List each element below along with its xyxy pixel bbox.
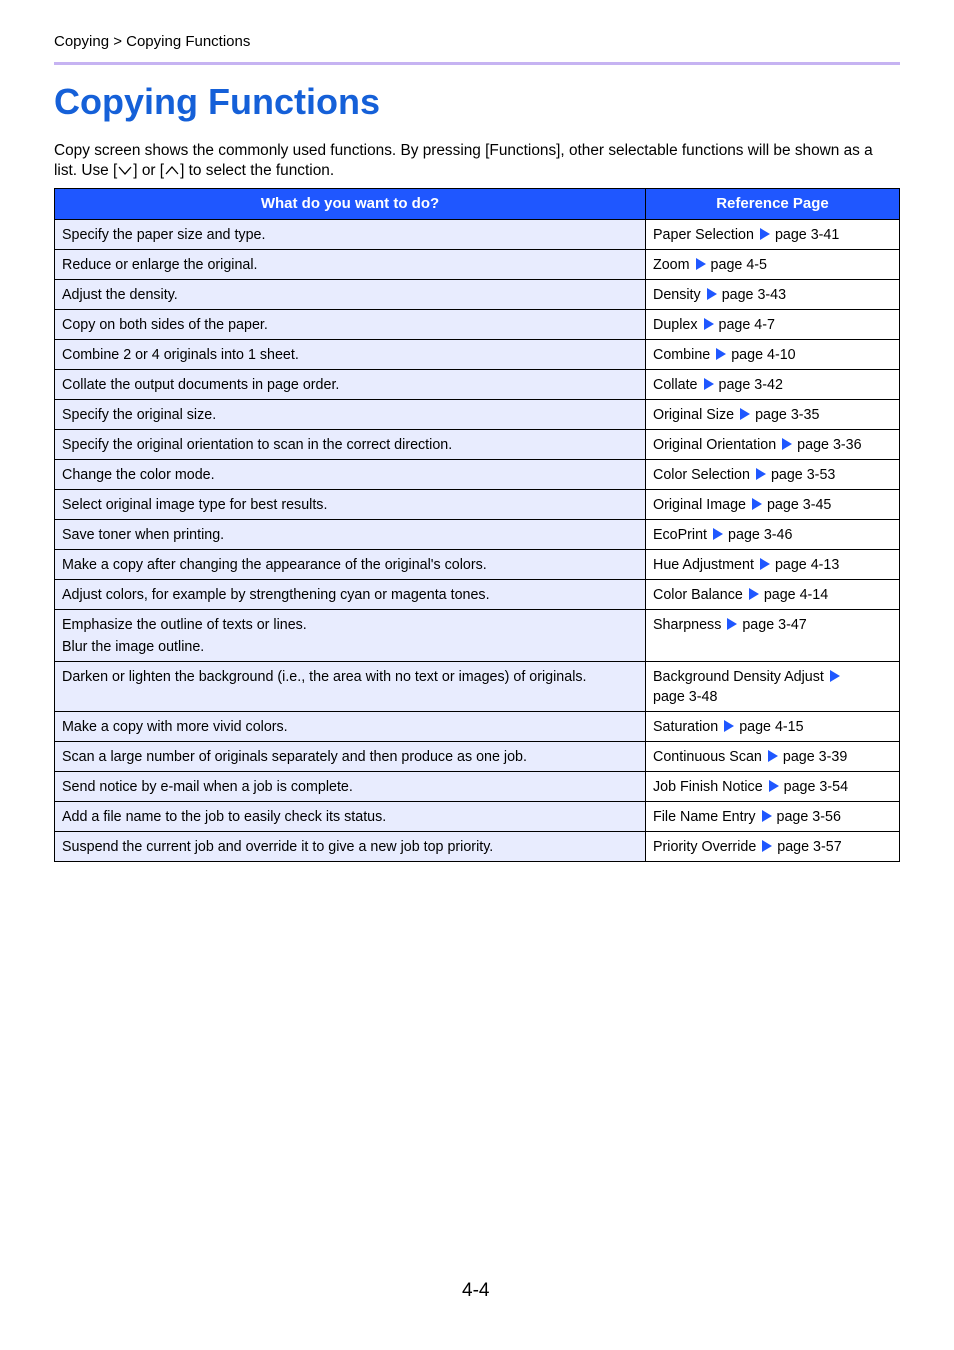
- row-task-text: Darken or lighten the background (i.e., the area with no text or images) of originals.: [62, 669, 587, 685]
- header-reference-page: Reference Page: [646, 189, 900, 220]
- row-reference-cell: [646, 520, 900, 550]
- row-page-link[interactable]: page 4-13: [774, 557, 840, 573]
- row-function-name: Sharpness: [653, 617, 722, 633]
- row-page-link[interactable]: page 3-43: [721, 287, 787, 303]
- table-row: [55, 250, 900, 280]
- table-row: [55, 772, 900, 802]
- right-triangle-arrow-icon: [740, 408, 750, 420]
- row-reference-cell: [646, 580, 900, 610]
- row-task-cell: [55, 370, 646, 400]
- row-task-cell: [55, 550, 646, 580]
- row-task-text: Emphasize the outline of texts or lines.: [62, 617, 307, 633]
- row-reference-cell: [646, 742, 900, 772]
- breadcrumb: Copying > Copying Functions: [54, 33, 251, 50]
- row-reference-cell: [646, 460, 900, 490]
- row-task-text: Reduce or enlarge the original.: [62, 257, 258, 273]
- row-page-link[interactable]: page 3-54: [783, 779, 849, 795]
- row-task-cell: [55, 220, 646, 250]
- page-number: 4-4: [462, 1280, 490, 1301]
- right-triangle-arrow-icon: [727, 618, 737, 630]
- row-function-name: Density: [653, 287, 701, 303]
- right-triangle-arrow-icon: [756, 468, 766, 480]
- row-task-text: Copy on both sides of the paper.: [62, 317, 268, 333]
- row-function-name: EcoPrint: [653, 527, 708, 543]
- page-title: Copying Functions: [54, 81, 380, 122]
- function-reference-table: [54, 188, 900, 862]
- table-row: [55, 662, 900, 712]
- row-task-cell: [55, 742, 646, 772]
- row-task-cell: [55, 400, 646, 430]
- row-task-text: Blur the image outline.: [62, 639, 205, 655]
- right-triangle-arrow-icon: [713, 528, 723, 540]
- row-function-name: Paper Selection: [653, 227, 754, 243]
- intro-text-1: Copy screen shows the commonly used functions. By pressing [Functions], other selectable functions will be shown as a list. Use [: [54, 142, 873, 179]
- row-page-link[interactable]: page 3-48: [653, 689, 718, 705]
- row-task-cell: [55, 832, 646, 862]
- row-reference-cell: [646, 610, 900, 662]
- row-task-text: Scan a large number of originals separately and then produce as one job.: [62, 749, 527, 765]
- table-row: [55, 742, 900, 772]
- row-reference-cell: [646, 490, 900, 520]
- row-task-cell: [55, 772, 646, 802]
- row-page-link[interactable]: page 3-35: [755, 407, 820, 423]
- table-row: [55, 550, 900, 580]
- row-function-name: Collate: [653, 377, 698, 393]
- intro-text-3: ] to select the function.: [180, 162, 335, 179]
- row-page-link[interactable]: page 3-42: [718, 377, 783, 393]
- row-reference-cell: [646, 310, 900, 340]
- row-task-text: Adjust colors, for example by strengthening cyan or magenta tones.: [62, 587, 490, 603]
- table-row: [55, 430, 900, 460]
- row-task-cell: [55, 580, 646, 610]
- table-row: [55, 712, 900, 742]
- table-row: [55, 802, 900, 832]
- row-page-link[interactable]: page 4-15: [739, 719, 804, 735]
- row-task-text: Make a copy with more vivid colors.: [62, 719, 288, 735]
- row-page-link[interactable]: page 3-36: [797, 437, 862, 453]
- row-function-name: File Name Entry: [653, 809, 756, 825]
- table-row: [55, 580, 900, 610]
- row-task-cell: [55, 430, 646, 460]
- right-triangle-arrow-icon: [704, 378, 714, 390]
- header-divider: [54, 62, 900, 65]
- right-triangle-arrow-icon: [704, 318, 714, 330]
- row-task-cell: [55, 610, 646, 662]
- row-page-link[interactable]: page 3-53: [770, 467, 836, 483]
- row-function-name: Original Image: [653, 497, 746, 513]
- right-triangle-arrow-icon: [782, 438, 792, 450]
- row-reference-cell: [646, 712, 900, 742]
- row-function-name: Original Size: [653, 407, 735, 423]
- right-triangle-arrow-icon: [762, 840, 772, 852]
- row-task-cell: [55, 310, 646, 340]
- table-row: [55, 370, 900, 400]
- row-page-link[interactable]: page 3-45: [766, 497, 832, 513]
- row-reference-cell: [646, 550, 900, 580]
- right-triangle-arrow-icon: [724, 720, 734, 732]
- row-function-name: Duplex: [653, 317, 698, 333]
- row-task-text: Suspend the current job and override it to give a new job top priority.: [62, 839, 494, 855]
- row-task-text: Adjust the density.: [62, 287, 178, 303]
- row-page-link[interactable]: page 3-57: [777, 839, 842, 855]
- right-triangle-arrow-icon: [696, 258, 706, 270]
- row-task-text: Make a copy after changing the appearance of the original's colors.: [62, 557, 487, 573]
- row-reference-cell: [646, 280, 900, 310]
- table-row: [55, 400, 900, 430]
- row-task-text: Add a file name to the job to easily check its status.: [62, 809, 387, 825]
- row-reference-cell: [646, 832, 900, 862]
- table-row: [55, 220, 900, 250]
- row-function-name: Saturation: [653, 719, 719, 735]
- row-function-name: Continuous Scan: [653, 749, 762, 765]
- row-task-cell: [55, 662, 646, 712]
- row-task-text: Specify the original orientation to scan in the correct direction.: [62, 437, 453, 453]
- row-task-cell: [55, 802, 646, 832]
- row-reference-cell: [646, 370, 900, 400]
- row-task-cell: [55, 712, 646, 742]
- intro-text-2: ] or [: [133, 162, 165, 179]
- table-row: [55, 280, 900, 310]
- chevron-down-icon: [117, 163, 133, 177]
- right-triangle-arrow-icon: [768, 750, 778, 762]
- row-task-text: Save toner when printing.: [62, 527, 225, 543]
- row-page-link[interactable]: page 3-41: [774, 227, 840, 243]
- row-task-text: Collate the output documents in page order.: [62, 377, 340, 393]
- row-function-name: Original Orientation: [653, 437, 777, 453]
- row-reference-cell: [646, 250, 900, 280]
- row-task-cell: [55, 280, 646, 310]
- row-function-name: Zoom: [653, 257, 690, 273]
- table-row: [55, 490, 900, 520]
- right-triangle-arrow-icon: [830, 670, 840, 682]
- row-page-link[interactable]: page 3-56: [776, 809, 841, 825]
- row-reference-cell: [646, 430, 900, 460]
- row-reference-cell: [646, 340, 900, 370]
- row-reference-cell: [646, 802, 900, 832]
- row-page-link[interactable]: page 4-10: [731, 347, 796, 363]
- chevron-up-icon: [164, 163, 180, 177]
- table-row: [55, 460, 900, 490]
- row-task-cell: [55, 490, 646, 520]
- row-task-cell: [55, 460, 646, 490]
- row-task-text: Change the color mode.: [62, 467, 215, 483]
- right-triangle-arrow-icon: [707, 288, 717, 300]
- right-triangle-arrow-icon: [749, 588, 759, 600]
- row-function-name: Hue Adjustment: [653, 557, 754, 573]
- right-triangle-arrow-icon: [769, 780, 779, 792]
- right-triangle-arrow-icon: [752, 498, 762, 510]
- row-page-link[interactable]: page 4-14: [763, 587, 829, 603]
- row-function-name: Color Balance: [653, 587, 743, 603]
- table-row: [55, 610, 900, 662]
- row-function-name: Background Density Adjust: [653, 669, 824, 685]
- row-task-cell: [55, 520, 646, 550]
- row-task-text: Specify the original size.: [62, 407, 217, 423]
- row-page-link[interactable]: page 3-47: [742, 617, 807, 633]
- table-row: [55, 520, 900, 550]
- row-page-link[interactable]: page 3-39: [782, 749, 848, 765]
- table-header-row: [55, 189, 900, 220]
- row-page-link[interactable]: page 4-7: [718, 317, 775, 333]
- row-page-link[interactable]: page 4-5: [710, 257, 767, 273]
- row-task-cell: [55, 250, 646, 280]
- right-triangle-arrow-icon: [760, 228, 770, 240]
- row-page-link[interactable]: page 3-46: [728, 527, 793, 543]
- right-triangle-arrow-icon: [762, 810, 772, 822]
- row-task-text: Send notice by e-mail when a job is complete.: [62, 779, 353, 795]
- intro-paragraph: [54, 141, 900, 181]
- row-task-cell: [55, 340, 646, 370]
- table-body: [55, 220, 900, 862]
- table-row: [55, 340, 900, 370]
- table-row: [55, 310, 900, 340]
- row-task-text: Specify the paper size and type.: [62, 227, 266, 243]
- table-row: [55, 832, 900, 862]
- row-function-name: Job Finish Notice: [653, 779, 763, 795]
- row-reference-cell: [646, 400, 900, 430]
- row-function-name: Combine: [653, 347, 711, 363]
- row-function-name: Color Selection: [653, 467, 750, 483]
- row-reference-cell: [646, 662, 900, 712]
- row-function-name: Priority Override: [653, 839, 757, 855]
- row-reference-cell: [646, 772, 900, 802]
- row-reference-cell: [646, 220, 900, 250]
- right-triangle-arrow-icon: [760, 558, 770, 570]
- right-triangle-arrow-icon: [716, 348, 726, 360]
- header-what: What do you want to do?: [55, 189, 646, 220]
- row-task-text: Combine 2 or 4 originals into 1 sheet.: [62, 347, 299, 363]
- row-task-text: Select original image type for best results.: [62, 497, 328, 513]
